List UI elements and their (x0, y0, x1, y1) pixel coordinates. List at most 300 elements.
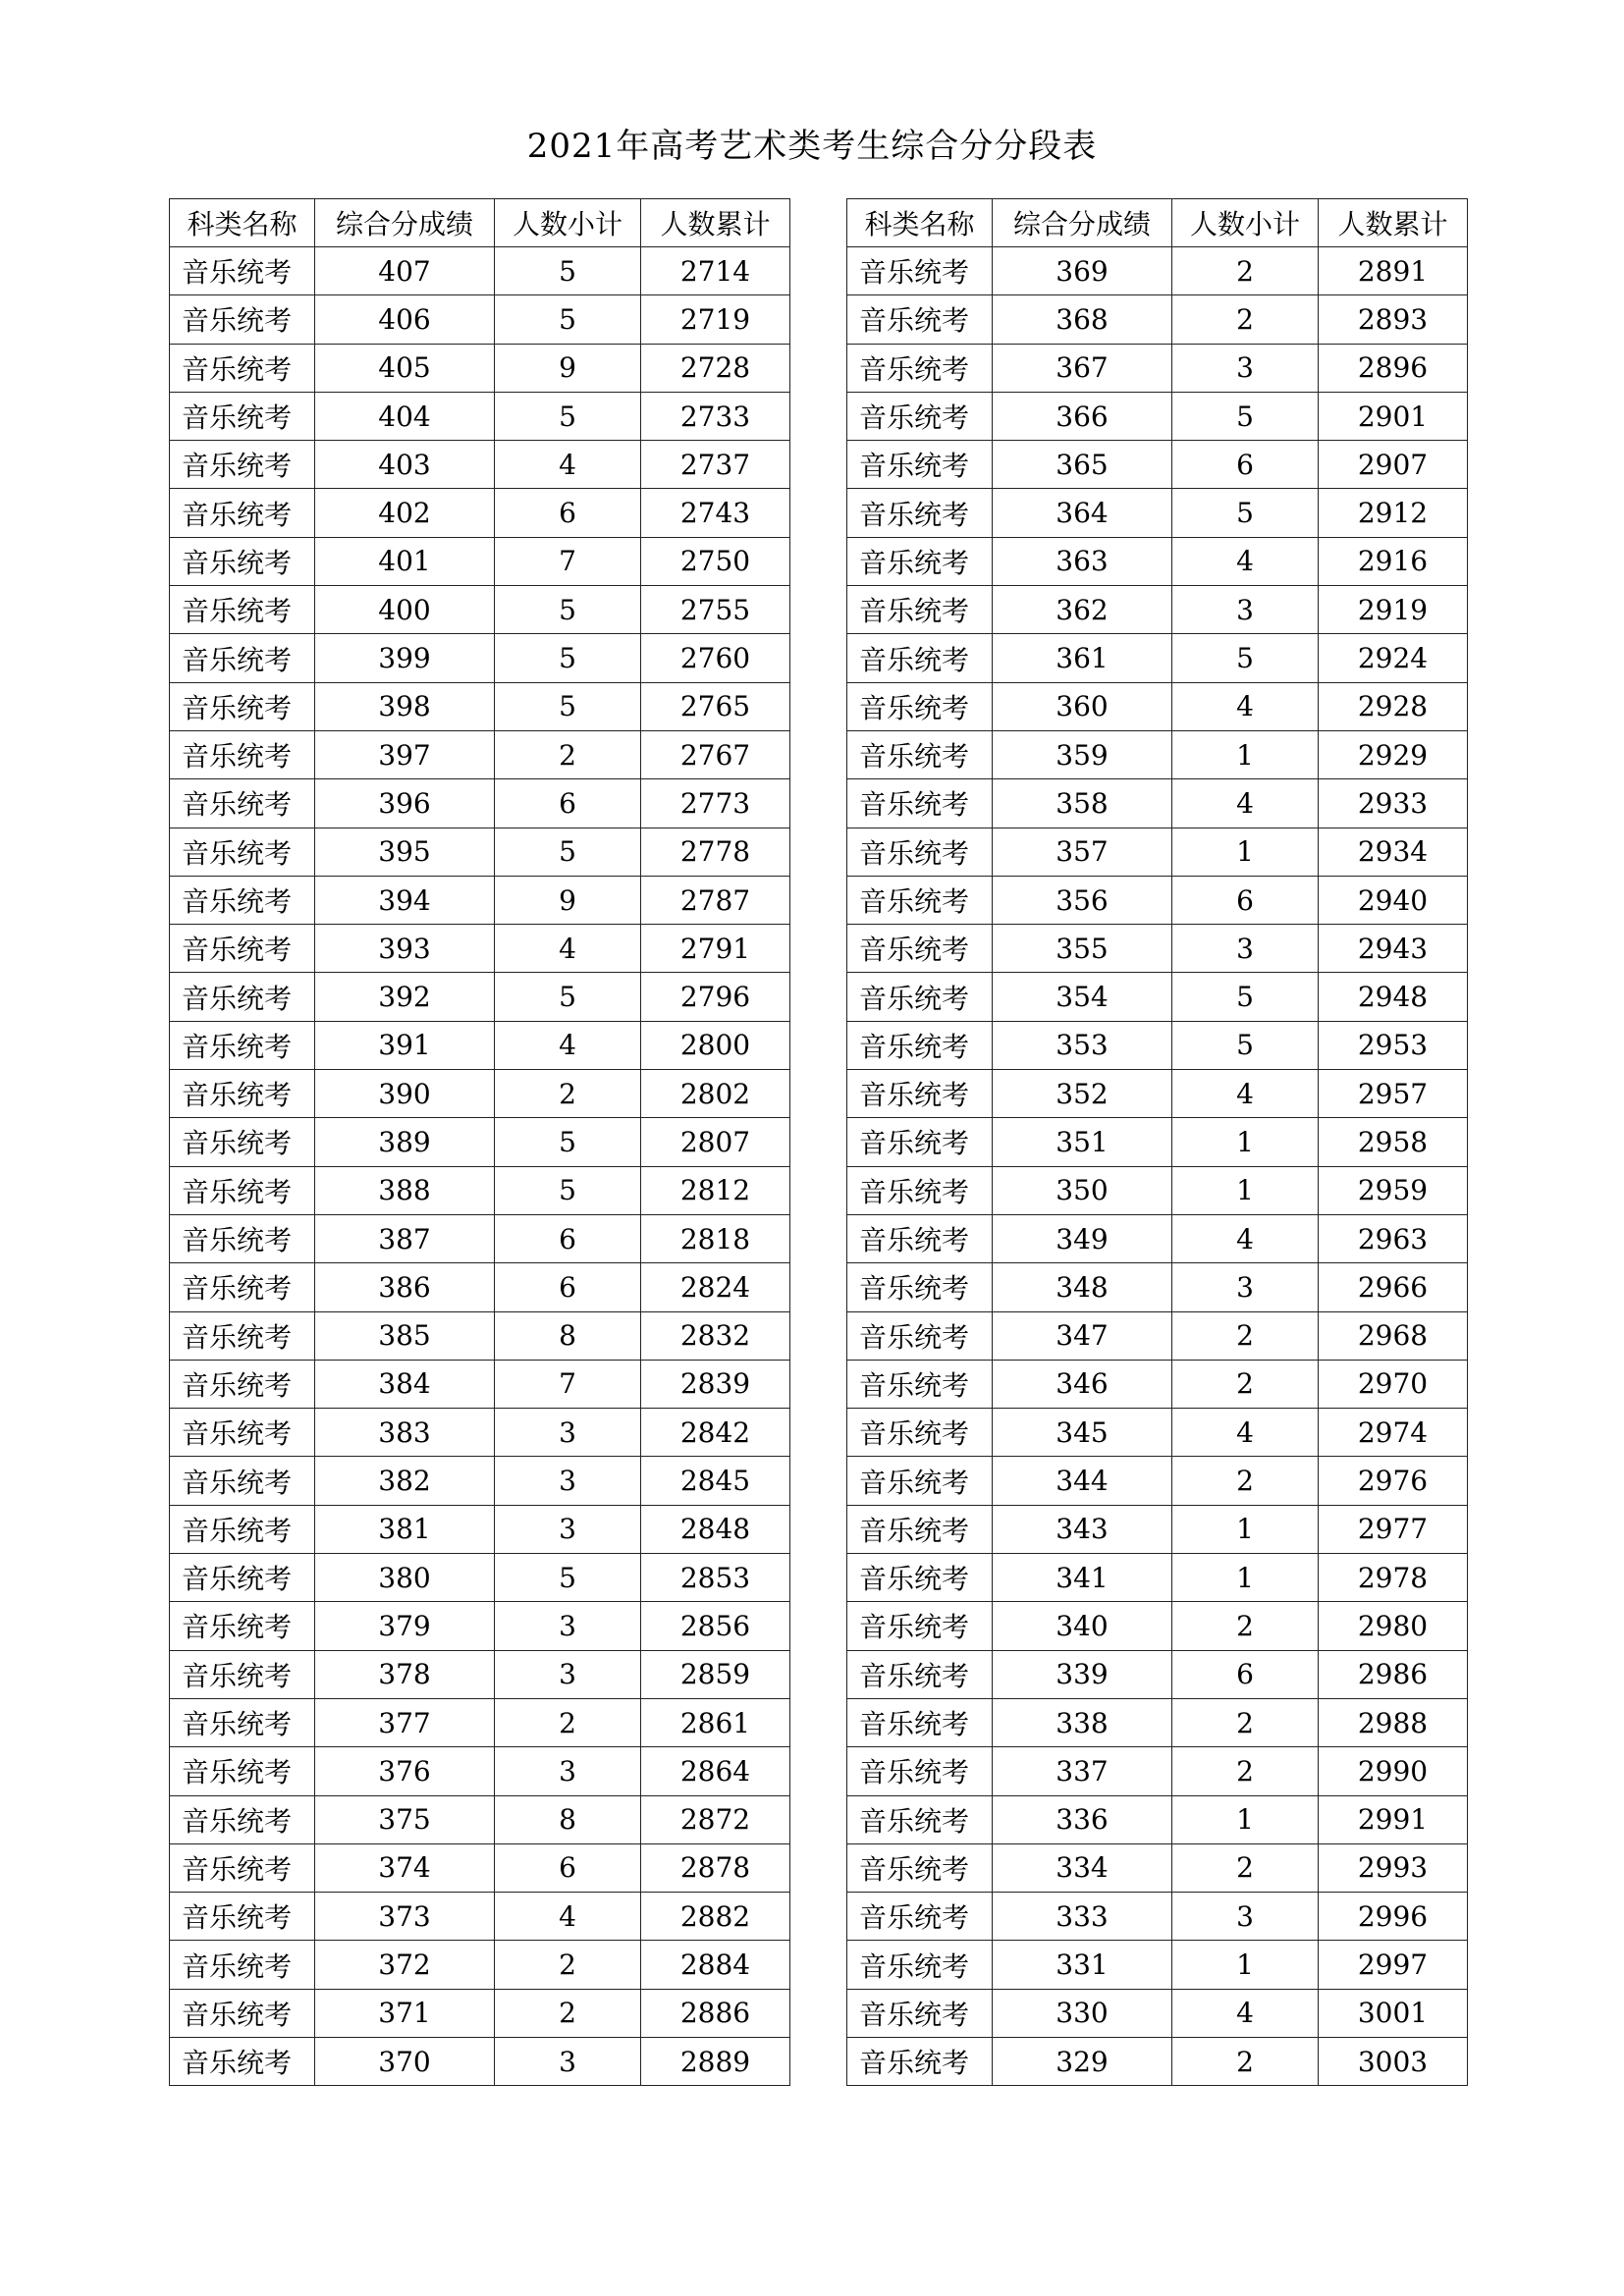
table-row (170, 1893, 790, 1941)
cell-cumulative: 2728 (641, 344, 790, 392)
cell-cumulative: 2968 (1319, 1311, 1468, 1360)
cell-category: 音乐统考 (847, 1457, 993, 1505)
cell-cumulative: 2980 (1319, 1602, 1468, 1650)
table-row (170, 876, 790, 924)
cell-score: 331 (993, 1941, 1172, 1989)
cell-score: 404 (315, 392, 495, 440)
cell-count: 5 (495, 682, 641, 730)
cell-score: 395 (315, 828, 495, 876)
table-row (847, 247, 1468, 295)
cell-cumulative: 2959 (1319, 1166, 1468, 1214)
table-row (847, 1843, 1468, 1892)
table-row (170, 828, 790, 876)
cell-count: 2 (1172, 1360, 1319, 1408)
cell-cumulative: 2993 (1319, 1843, 1468, 1892)
cell-score: 347 (993, 1311, 1172, 1360)
cell-score: 344 (993, 1457, 1172, 1505)
cell-cumulative: 2929 (1319, 730, 1468, 778)
table-row (170, 2037, 790, 2085)
table-row (847, 828, 1468, 876)
table-row (170, 1166, 790, 1214)
cell-score: 402 (315, 489, 495, 537)
cell-count: 6 (495, 779, 641, 828)
cell-score: 367 (993, 344, 1172, 392)
cell-score: 399 (315, 634, 495, 682)
cell-count: 2 (495, 1941, 641, 1989)
cell-category: 音乐统考 (170, 1747, 315, 1795)
cell-count: 2 (1172, 1602, 1319, 1650)
table-row (847, 489, 1468, 537)
cell-count: 6 (495, 489, 641, 537)
cell-cumulative: 2907 (1319, 441, 1468, 489)
cell-category: 音乐统考 (847, 634, 993, 682)
cell-score: 384 (315, 1360, 495, 1408)
cell-category: 音乐统考 (170, 1457, 315, 1505)
cell-count: 2 (1172, 1311, 1319, 1360)
cell-count: 5 (495, 1554, 641, 1602)
cell-category: 音乐统考 (847, 1698, 993, 1746)
score-table-left (169, 198, 790, 2086)
cell-category: 音乐统考 (170, 1021, 315, 1069)
cell-count: 6 (495, 1263, 641, 1311)
table-row (170, 392, 790, 440)
cell-category: 音乐统考 (847, 1214, 993, 1262)
cell-count: 2 (495, 1070, 641, 1118)
table-row (847, 295, 1468, 344)
table-row (847, 537, 1468, 585)
cell-score: 392 (315, 973, 495, 1021)
cell-count: 4 (495, 1021, 641, 1069)
cell-score: 341 (993, 1554, 1172, 1602)
cell-count: 2 (1172, 295, 1319, 344)
cell-category: 音乐统考 (847, 1554, 993, 1602)
cell-count: 5 (495, 1166, 641, 1214)
cell-count: 5 (1172, 489, 1319, 537)
cell-category: 音乐统考 (170, 682, 315, 730)
cell-count: 3 (1172, 1263, 1319, 1311)
table-row (170, 1602, 790, 1650)
cell-count: 5 (1172, 973, 1319, 1021)
cell-cumulative: 2832 (641, 1311, 790, 1360)
cell-score: 330 (993, 1989, 1172, 2037)
cell-category: 音乐统考 (170, 537, 315, 585)
table-row (170, 1989, 790, 2037)
table-row (170, 1214, 790, 1262)
cell-category: 音乐统考 (847, 586, 993, 634)
table-row (170, 634, 790, 682)
cell-count: 6 (1172, 876, 1319, 924)
cell-score: 349 (993, 1214, 1172, 1262)
table-row (847, 730, 1468, 778)
cell-score: 348 (993, 1263, 1172, 1311)
cell-count: 2 (1172, 247, 1319, 295)
cell-cumulative: 2997 (1319, 1941, 1468, 1989)
table-row (847, 1166, 1468, 1214)
cell-category: 音乐统考 (170, 1698, 315, 1746)
cell-count: 9 (495, 344, 641, 392)
cell-cumulative: 2970 (1319, 1360, 1468, 1408)
cell-score: 360 (993, 682, 1172, 730)
cell-score: 356 (993, 876, 1172, 924)
cell-category: 音乐统考 (170, 925, 315, 973)
cell-cumulative: 2891 (1319, 247, 1468, 295)
table-row (847, 1409, 1468, 1457)
cell-score: 363 (993, 537, 1172, 585)
cell-cumulative: 2976 (1319, 1457, 1468, 1505)
table-row (170, 344, 790, 392)
header-cumulative: 人数累计 (641, 199, 790, 247)
cell-score: 400 (315, 586, 495, 634)
cell-cumulative: 2943 (1319, 925, 1468, 973)
table-row (170, 925, 790, 973)
cell-cumulative: 2714 (641, 247, 790, 295)
table-row (170, 1457, 790, 1505)
cell-cumulative: 2924 (1319, 634, 1468, 682)
cell-cumulative: 2928 (1319, 682, 1468, 730)
cell-count: 4 (495, 925, 641, 973)
cell-count: 2 (1172, 1698, 1319, 1746)
table-row (170, 682, 790, 730)
table-row (847, 1602, 1468, 1650)
cell-count: 4 (495, 1893, 641, 1941)
cell-cumulative: 2760 (641, 634, 790, 682)
cell-count: 3 (495, 2037, 641, 2085)
cell-count: 1 (1172, 1795, 1319, 1843)
table-row (170, 730, 790, 778)
cell-score: 355 (993, 925, 1172, 973)
cell-score: 366 (993, 392, 1172, 440)
cell-cumulative: 2773 (641, 779, 790, 828)
table-row (170, 1650, 790, 1698)
table-row (847, 1795, 1468, 1843)
cell-category: 音乐统考 (170, 1650, 315, 1698)
cell-count: 8 (495, 1311, 641, 1360)
cell-category: 音乐统考 (170, 295, 315, 344)
cell-score: 389 (315, 1118, 495, 1166)
cell-score: 364 (993, 489, 1172, 537)
cell-score: 379 (315, 1602, 495, 1650)
cell-score: 337 (993, 1747, 1172, 1795)
cell-category: 音乐统考 (170, 1843, 315, 1892)
cell-score: 334 (993, 1843, 1172, 1892)
cell-score: 357 (993, 828, 1172, 876)
cell-score: 370 (315, 2037, 495, 2085)
cell-category: 音乐统考 (170, 973, 315, 1021)
cell-score: 393 (315, 925, 495, 973)
header-count: 人数小计 (1172, 199, 1319, 247)
table-row (170, 1698, 790, 1746)
cell-category: 音乐统考 (170, 1795, 315, 1843)
header-score: 综合分成绩 (315, 199, 495, 247)
table-row (170, 441, 790, 489)
cell-cumulative: 2733 (641, 392, 790, 440)
cell-count: 7 (495, 1360, 641, 1408)
table-row (847, 634, 1468, 682)
cell-score: 385 (315, 1311, 495, 1360)
cell-score: 388 (315, 1166, 495, 1214)
cell-score: 378 (315, 1650, 495, 1698)
cell-category: 音乐统考 (170, 392, 315, 440)
cell-category: 音乐统考 (170, 1554, 315, 1602)
cell-score: 336 (993, 1795, 1172, 1843)
table-row (847, 1118, 1468, 1166)
cell-count: 5 (495, 295, 641, 344)
table-row (170, 1843, 790, 1892)
cell-score: 405 (315, 344, 495, 392)
cell-count: 2 (495, 1698, 641, 1746)
cell-cumulative: 2737 (641, 441, 790, 489)
table-row (170, 537, 790, 585)
cell-cumulative: 2800 (641, 1021, 790, 1069)
table-row (170, 1795, 790, 1843)
cell-category: 音乐统考 (170, 1505, 315, 1553)
cell-score: 391 (315, 1021, 495, 1069)
cell-category: 音乐统考 (170, 489, 315, 537)
cell-count: 5 (495, 634, 641, 682)
cell-category: 音乐统考 (170, 1311, 315, 1360)
cell-count: 5 (495, 586, 641, 634)
cell-count: 1 (1172, 828, 1319, 876)
cell-score: 382 (315, 1457, 495, 1505)
cell-score: 365 (993, 441, 1172, 489)
cell-category: 音乐统考 (847, 925, 993, 973)
table-row (847, 1941, 1468, 1989)
table-row (847, 392, 1468, 440)
cell-category: 音乐统考 (847, 489, 993, 537)
table-row (847, 973, 1468, 1021)
table-row (170, 247, 790, 295)
cell-cumulative: 2986 (1319, 1650, 1468, 1698)
table-header-row (847, 199, 1468, 247)
header-count: 人数小计 (495, 199, 641, 247)
cell-score: 377 (315, 1698, 495, 1746)
cell-count: 1 (1172, 1554, 1319, 1602)
cell-category: 音乐统考 (170, 586, 315, 634)
cell-cumulative: 2778 (641, 828, 790, 876)
cell-cumulative: 2755 (641, 586, 790, 634)
cell-count: 4 (1172, 682, 1319, 730)
cell-cumulative: 2882 (641, 1893, 790, 1941)
cell-count: 1 (1172, 1505, 1319, 1553)
cell-score: 373 (315, 1893, 495, 1941)
cell-category: 音乐统考 (847, 1263, 993, 1311)
cell-cumulative: 2842 (641, 1409, 790, 1457)
cell-cumulative: 2966 (1319, 1263, 1468, 1311)
cell-category: 音乐统考 (847, 779, 993, 828)
table-row (847, 1747, 1468, 1795)
cell-count: 5 (495, 1118, 641, 1166)
cell-score: 352 (993, 1070, 1172, 1118)
table-row (170, 779, 790, 828)
cell-count: 6 (495, 1843, 641, 1892)
cell-count: 2 (1172, 1747, 1319, 1795)
score-table-right (846, 198, 1468, 2086)
cell-category: 音乐统考 (847, 1989, 993, 2037)
table-row (170, 1554, 790, 1602)
cell-category: 音乐统考 (170, 1118, 315, 1166)
table-row (170, 1360, 790, 1408)
cell-cumulative: 2934 (1319, 828, 1468, 876)
cell-cumulative: 2743 (641, 489, 790, 537)
table-row (847, 779, 1468, 828)
cell-cumulative: 3003 (1319, 2037, 1468, 2085)
cell-cumulative: 2884 (641, 1941, 790, 1989)
cell-cumulative: 2988 (1319, 1698, 1468, 1746)
cell-count: 3 (495, 1747, 641, 1795)
page-title: 2021年高考艺术类考生综合分分段表 (526, 127, 1098, 166)
cell-count: 3 (495, 1457, 641, 1505)
cell-cumulative: 2957 (1319, 1070, 1468, 1118)
cell-cumulative: 2896 (1319, 344, 1468, 392)
cell-score: 368 (993, 295, 1172, 344)
cell-count: 3 (1172, 586, 1319, 634)
cell-score: 362 (993, 586, 1172, 634)
cell-count: 3 (495, 1409, 641, 1457)
table-row (170, 1070, 790, 1118)
cell-score: 381 (315, 1505, 495, 1553)
table-row (847, 586, 1468, 634)
table-row (847, 925, 1468, 973)
cell-cumulative: 2719 (641, 295, 790, 344)
cell-category: 音乐统考 (847, 1409, 993, 1457)
cell-category: 音乐统考 (847, 1602, 993, 1650)
header-score: 综合分成绩 (993, 199, 1172, 247)
cell-score: 358 (993, 779, 1172, 828)
cell-count: 6 (495, 1214, 641, 1262)
cell-count: 5 (495, 247, 641, 295)
cell-score: 340 (993, 1602, 1172, 1650)
cell-category: 音乐统考 (847, 973, 993, 1021)
cell-category: 音乐统考 (170, 828, 315, 876)
cell-count: 2 (495, 1989, 641, 2037)
table-row (847, 1360, 1468, 1408)
table-row (170, 1409, 790, 1457)
cell-score: 338 (993, 1698, 1172, 1746)
cell-cumulative: 2996 (1319, 1893, 1468, 1941)
cell-category: 音乐统考 (170, 1893, 315, 1941)
cell-count: 4 (1172, 1409, 1319, 1457)
cell-category: 音乐统考 (847, 1118, 993, 1166)
cell-count: 3 (1172, 925, 1319, 973)
cell-cumulative: 3001 (1319, 1989, 1468, 2037)
cell-cumulative: 2919 (1319, 586, 1468, 634)
cell-count: 5 (495, 392, 641, 440)
cell-category: 音乐统考 (170, 876, 315, 924)
cell-count: 2 (1172, 2037, 1319, 2085)
cell-cumulative: 2791 (641, 925, 790, 973)
cell-count: 1 (1172, 730, 1319, 778)
cell-cumulative: 2963 (1319, 1214, 1468, 1262)
table-row (170, 1941, 790, 1989)
cell-cumulative: 2807 (641, 1118, 790, 1166)
table-row (170, 586, 790, 634)
cell-category: 音乐统考 (847, 1941, 993, 1989)
cell-count: 7 (495, 537, 641, 585)
table-row (847, 441, 1468, 489)
cell-cumulative: 2953 (1319, 1021, 1468, 1069)
cell-count: 5 (495, 973, 641, 1021)
cell-category: 音乐统考 (170, 247, 315, 295)
cell-score: 406 (315, 295, 495, 344)
table-row (847, 1214, 1468, 1262)
cell-score: 401 (315, 537, 495, 585)
cell-cumulative: 2861 (641, 1698, 790, 1746)
table-row (847, 1650, 1468, 1698)
cell-count: 1 (1172, 1118, 1319, 1166)
cell-score: 346 (993, 1360, 1172, 1408)
cell-cumulative: 2859 (641, 1650, 790, 1698)
cell-score: 386 (315, 1263, 495, 1311)
table-row (170, 1505, 790, 1553)
cell-cumulative: 2796 (641, 973, 790, 1021)
cell-category: 音乐统考 (170, 344, 315, 392)
table-row (847, 1698, 1468, 1746)
cell-cumulative: 2845 (641, 1457, 790, 1505)
cell-score: 390 (315, 1070, 495, 1118)
cell-count: 6 (1172, 441, 1319, 489)
cell-score: 345 (993, 1409, 1172, 1457)
cell-category: 音乐统考 (170, 1166, 315, 1214)
cell-cumulative: 2889 (641, 2037, 790, 2085)
cell-score: 371 (315, 1989, 495, 2037)
cell-category: 音乐统考 (847, 1843, 993, 1892)
cell-count: 5 (1172, 392, 1319, 440)
cell-category: 音乐统考 (847, 295, 993, 344)
header-cumulative: 人数累计 (1319, 199, 1468, 247)
table-row (170, 1021, 790, 1069)
cell-category: 音乐统考 (170, 779, 315, 828)
cell-category: 音乐统考 (847, 1166, 993, 1214)
cell-cumulative: 2990 (1319, 1747, 1468, 1795)
cell-count: 1 (1172, 1166, 1319, 1214)
cell-count: 4 (495, 441, 641, 489)
table-row (847, 344, 1468, 392)
cell-category: 音乐统考 (847, 441, 993, 489)
cell-cumulative: 2974 (1319, 1409, 1468, 1457)
cell-category: 音乐统考 (847, 1311, 993, 1360)
cell-cumulative: 2901 (1319, 392, 1468, 440)
cell-score: 351 (993, 1118, 1172, 1166)
cell-cumulative: 2853 (641, 1554, 790, 1602)
cell-score: 383 (315, 1409, 495, 1457)
cell-category: 音乐统考 (847, 247, 993, 295)
cell-score: 343 (993, 1505, 1172, 1553)
cell-category: 音乐统考 (847, 1505, 993, 1553)
cell-category: 音乐统考 (170, 1214, 315, 1262)
cell-score: 394 (315, 876, 495, 924)
cell-cumulative: 2977 (1319, 1505, 1468, 1553)
cell-count: 1 (1172, 1941, 1319, 1989)
cell-score: 339 (993, 1650, 1172, 1698)
cell-score: 387 (315, 1214, 495, 1262)
table-row (847, 1554, 1468, 1602)
cell-score: 407 (315, 247, 495, 295)
cell-category: 音乐统考 (847, 1021, 993, 1069)
cell-cumulative: 2864 (641, 1747, 790, 1795)
cell-cumulative: 2991 (1319, 1795, 1468, 1843)
cell-score: 359 (993, 730, 1172, 778)
table-row (170, 1311, 790, 1360)
cell-category: 音乐统考 (847, 1650, 993, 1698)
cell-score: 375 (315, 1795, 495, 1843)
cell-category: 音乐统考 (847, 344, 993, 392)
cell-category: 音乐统考 (847, 537, 993, 585)
cell-count: 5 (1172, 1021, 1319, 1069)
cell-category: 音乐统考 (170, 1263, 315, 1311)
cell-cumulative: 2978 (1319, 1554, 1468, 1602)
cell-cumulative: 2958 (1319, 1118, 1468, 1166)
cell-cumulative: 2948 (1319, 973, 1468, 1021)
